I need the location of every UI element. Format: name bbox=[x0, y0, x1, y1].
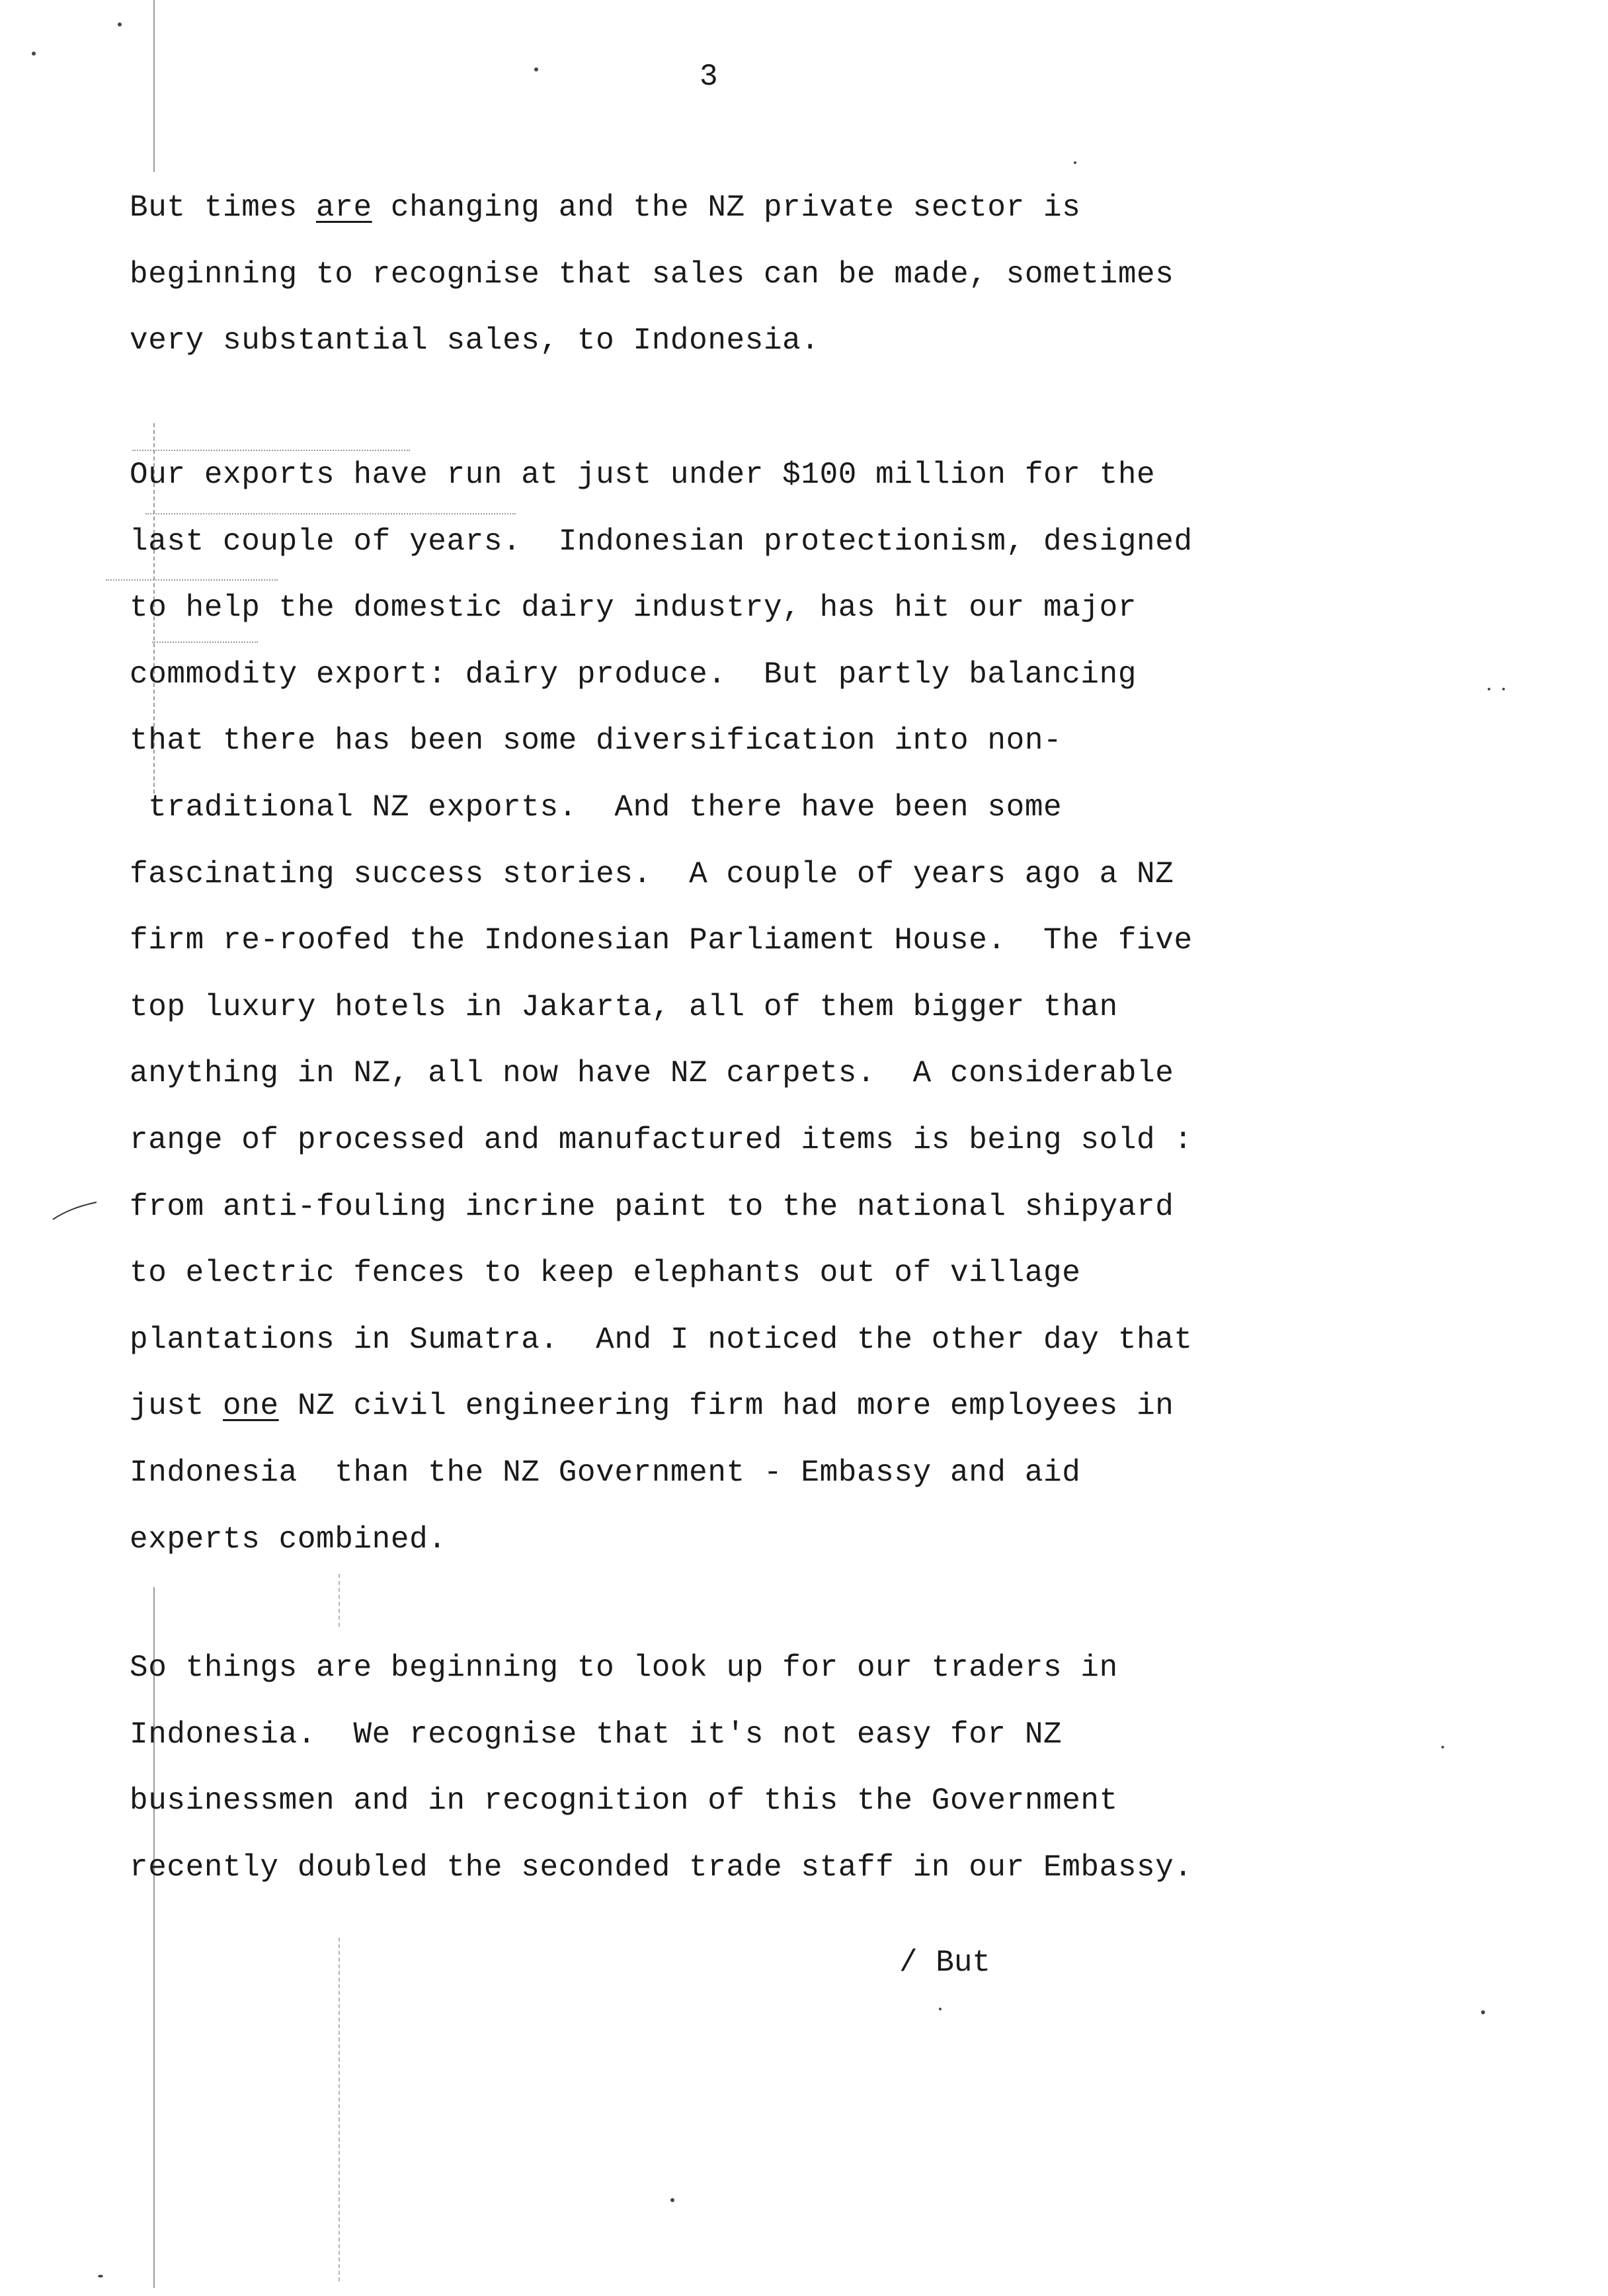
text-line bbox=[130, 456, 1155, 493]
text-run: firm re-roofed the Indonesian Parliament House. The five bbox=[130, 923, 1193, 958]
scan-artifact bbox=[145, 513, 516, 514]
text-run: So things are beginning to look up for our traders in bbox=[130, 1651, 1118, 1685]
text-run: Our exports have run at just under $100 million for the bbox=[130, 458, 1156, 492]
margin-rule bbox=[339, 1938, 340, 2281]
text-line bbox=[130, 322, 820, 359]
scan-speck bbox=[32, 52, 36, 56]
scan-artifact bbox=[106, 579, 278, 581]
text-line bbox=[130, 1849, 1193, 1886]
text-line bbox=[130, 1454, 1080, 1491]
text-line bbox=[130, 789, 1062, 826]
underlined-word: one bbox=[223, 1389, 279, 1423]
text-run: changing and the NZ private sector is bbox=[372, 190, 1081, 225]
text-line bbox=[130, 922, 1193, 959]
text-run: businessmen and in recognition of this the Government bbox=[130, 1784, 1118, 1818]
margin-rule bbox=[153, 1587, 155, 2288]
scan-speck bbox=[1441, 1746, 1444, 1748]
text-line bbox=[130, 1387, 1174, 1424]
text-line bbox=[130, 1055, 1174, 1092]
pen-stroke-mark bbox=[52, 1196, 98, 1222]
text-line bbox=[130, 989, 1118, 1026]
text-run: to electric fences to keep elephants out of village bbox=[130, 1256, 1081, 1290]
text-run: experts combined. bbox=[130, 1522, 447, 1557]
text-line bbox=[130, 1649, 1118, 1686]
text-run: anything in NZ, all now have NZ carpets. A considerable bbox=[130, 1056, 1174, 1090]
scan-artifact bbox=[132, 450, 410, 451]
text-run: last couple of years. Indonesian protectionism, designed bbox=[130, 524, 1193, 559]
scan-speck bbox=[1481, 2010, 1485, 2014]
text-run: recently doubled the seconded trade staff in our Embassy. bbox=[130, 1850, 1193, 1885]
text-run: traditional NZ exports. And there have been some bbox=[130, 790, 1063, 825]
text-run: beginning to recognise that sales can be made, sometimes bbox=[130, 257, 1174, 292]
text-line bbox=[130, 722, 1062, 759]
page-number: 3 bbox=[700, 60, 718, 94]
scan-speck bbox=[118, 22, 122, 26]
text-line bbox=[130, 1321, 1193, 1358]
text-run: top luxury hotels in Jakarta, all of them bigger than bbox=[130, 990, 1118, 1024]
text-line bbox=[130, 1254, 1080, 1292]
text-run: plantations in Sumatra. And I noticed the other day that bbox=[130, 1323, 1193, 1357]
text-run: very substantial sales, to Indonesia. bbox=[130, 323, 820, 358]
text-line bbox=[130, 256, 1174, 293]
text-run: from anti-fouling incrine paint to the national shipyard bbox=[130, 1190, 1174, 1224]
scan-speck bbox=[1502, 688, 1505, 690]
underlined-word: are bbox=[316, 190, 372, 225]
text-run: to help the domestic dairy industry, has hit our major bbox=[130, 591, 1137, 625]
text-line bbox=[130, 856, 1174, 893]
margin-rule bbox=[339, 1574, 340, 1627]
margin-rule bbox=[153, 0, 155, 172]
text-run: Indonesia. We recognise that it's not easy for NZ bbox=[130, 1717, 1063, 1752]
text-run: Indonesia than the NZ Government - Embassy and aid bbox=[130, 1456, 1081, 1490]
text-line bbox=[130, 523, 1193, 560]
scan-speck bbox=[1074, 161, 1076, 164]
text-run: range of processed and manufactured items is being sold : bbox=[130, 1123, 1193, 1157]
text-line bbox=[130, 1716, 1062, 1753]
text-run: commodity export: dairy produce. But partly balancing bbox=[130, 657, 1137, 692]
text-line bbox=[130, 589, 1137, 626]
scan-speck bbox=[939, 2008, 942, 2010]
scan-speck bbox=[1488, 688, 1490, 690]
scan-speck bbox=[534, 67, 538, 71]
text-run: But times bbox=[130, 190, 317, 225]
text-line bbox=[130, 189, 1080, 226]
text-run: NZ civil engineering firm had more employees in bbox=[278, 1389, 1174, 1423]
scan-speck bbox=[670, 2198, 674, 2202]
text-line bbox=[130, 1122, 1193, 1159]
continuation-catchword: / But bbox=[899, 1946, 991, 1980]
text-line bbox=[130, 1782, 1118, 1819]
text-run: just bbox=[130, 1389, 223, 1423]
text-run: fascinating success stories. A couple of years ago a NZ bbox=[130, 857, 1174, 891]
text-line bbox=[130, 1521, 446, 1558]
scan-artifact bbox=[152, 641, 258, 643]
text-run: that there has been some diversification into non- bbox=[130, 723, 1063, 758]
text-line bbox=[130, 1188, 1174, 1225]
text-line bbox=[130, 656, 1137, 693]
scan-speck bbox=[98, 2275, 103, 2277]
